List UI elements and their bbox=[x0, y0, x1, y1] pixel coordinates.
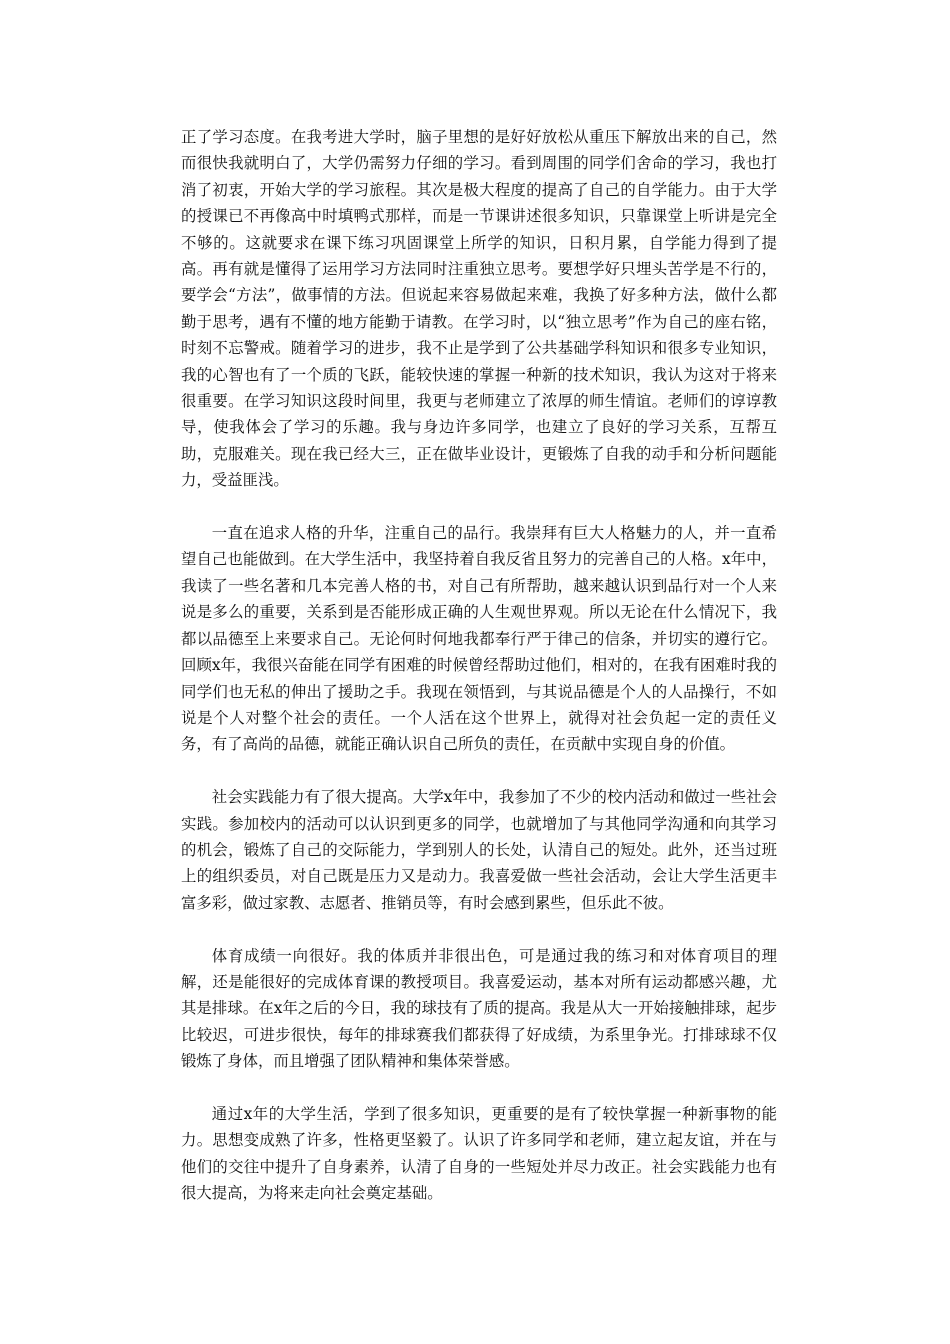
document-body bbox=[181, 124, 777, 1207]
paragraph-social-practice: 社会实践能力有了很大提高。大学x年中，我参加了不少的校内活动和做过一些社会实践。参加校内的活动可以认识到更多的同学，也就增加了与其他同学沟通和向其学习的机会，锻炼了自己的交际能力，学到别人的长处，认清自己的短处。此外，还当过班上的组织委员，对自己既是压力又是动力。我喜爱做一些社会活动，会让大学生活更丰富多彩，做过家教、志愿者、推销员等，有时会感到累些，但乐此不彼。 bbox=[181, 788, 777, 912]
paragraph-gap bbox=[181, 758, 777, 784]
paragraph-gap bbox=[181, 1075, 777, 1101]
paragraph-gap bbox=[181, 494, 777, 520]
paragraph-sports: 体育成绩一向很好。我的体质并非很出色，可是通过我的练习和对体育项目的理解，还是能很好的完成体育课的教授项目。我喜爱运动，基本对所有运动都感兴趣，尤其是排球。在x年之后的今日，我的球技有了质的提高。我是从大一开始接触排球，起步比较迟，可进步很快，每年的排球赛我们都获得了好成绩，为系里争光。打排球球不仅锻炼了身体，而且增强了团队精神和集体荣誉感。 bbox=[181, 946, 777, 1071]
paragraph-summary: 通过x年的大学生活，学到了很多知识，更重要的是有了较快掌握一种新事物的能力。思想变成熟了许多，性格更坚毅了。认识了许多同学和老师，建立起友谊，并在与他们的交往中提升了自身素养，认清了自身的一些短处并尽力改正。社会实践能力也有很大提高，为将来走向社会奠定基础。 bbox=[181, 1104, 777, 1203]
paragraph-study-attitude: 正了学习态度。在我考进大学时，脑子里想的是好好放松从重压下解放出来的自己，然而很快我就明白了，大学仍需努力仔细的学习。看到周围的同学们舍命的学习，我也打消了初衷，开始大学的学习旅程。其次是极大程度的提高了自己的自学能力。由于大学的授课已不再像高中时填鸭式那样，而是一节课讲述很多知识，只靠课堂上听讲是完全不够的。这就要求在课下练习巩固课堂上所学的知识，日积月累，自学能力得到了提高。再有就是懂得了运用学习方法同时注重独立思考。要想学好只埋头苦学是不行的，要学会“方法”，做事情的方法。但说起来容易做起来难，我换了好多种方法，做什么都勤于思考，遇有不懂的地方能勤于请教。在学习时，以“独立思考”作为自己的座右铭，时刻不忘警戒。随着学习的进步，我不止是学到了公共基础学科知识和很多专业知识，我的心智也有了一个质的飞跃，能较快速的掌握一种新的技术知识，我认为这对于将来很重要。在学习知识这段时间里，我更与老师建立了浓厚的师生情谊。老师们的谆谆教导，使我体会了学习的乐趣。我与身边许多同学，也建立了良好的学习关系，互帮互助，克服难关。现在我已经大三，正在做毕业设计，更锻炼了自我的动手和分析问题能力，受益匪浅。 bbox=[181, 128, 777, 490]
paragraph-gap bbox=[181, 916, 777, 942]
paragraph-character: 一直在追求人格的升华，注重自己的品行。我崇拜有巨大人格魅力的人，并一直希望自己也能做到。在大学生活中，我坚持着自我反省且努力的完善自己的人格。x年中，我读了一些名著和几本完善人格的书，对自己有所帮助，越来越认识到品行对一个人来说是多么的重要，关系到是否能形成正确的人生观世界观。所以无论在什么情况下，我都以品德至上来要求自己。无论何时何地我都奉行严于律己的信条，并切实的遵行它。回顾x年，我很兴奋能在同学有困难的时候曾经帮助过他们，相对的，在我有困难时我的同学们也无私的伸出了援助之手。我现在领悟到，与其说品德是个人的人品操行，不如说是个人对整个社会的责任。一个人活在这个世界上，就得对社会负起一定的责任义务，有了高尚的品德，就能正确认识自己所负的责任，在贡献中实现自身的价值。 bbox=[181, 524, 777, 754]
